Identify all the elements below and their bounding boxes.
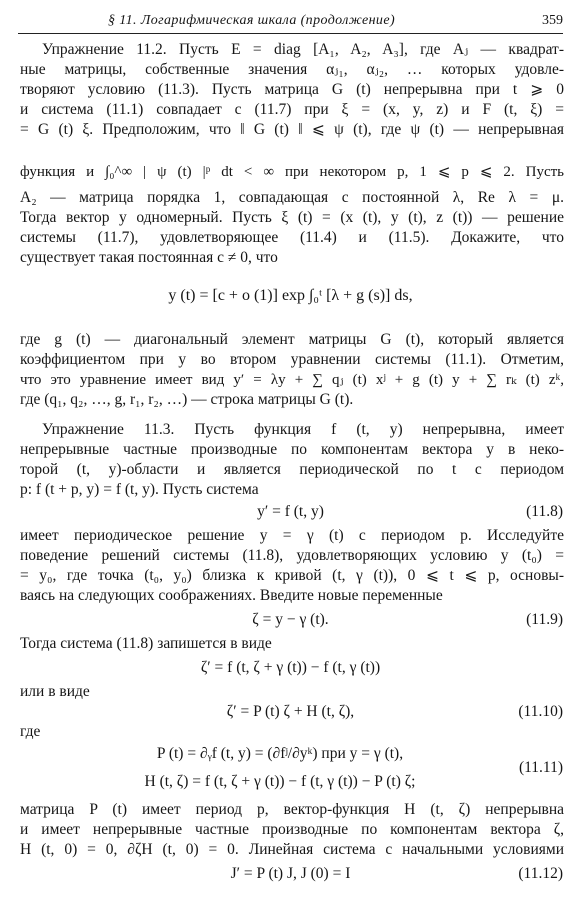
page-number: 359: [542, 13, 563, 28]
text-line: что это уравнение имеет вид y′ = λy + ∑ qⱼ (t) xʲ + g (t) y + ∑ rₖ (t) zᵏ,: [20, 372, 564, 388]
text-line: A₂ — матрица порядка 1, совпадающая с постоянной λ, Re λ = μ.: [20, 189, 564, 206]
equation-body: y′ = f (t, y): [257, 503, 324, 520]
equation-body: ζ′ = P (t) ζ + H (t, ζ),: [226, 703, 355, 720]
text-line: = y₀, где точка (t₀, y₀) близка к кривой (t, γ (t)), 0 ⩽ t ⩽ p, основы-: [20, 567, 565, 584]
text-line: существует такая постоянная c ≠ 0, что: [20, 249, 278, 266]
equation-body: P (t) = ∂ᵧf (t, y) = (∂fʲ/∂yᵏ) при y = γ (t),: [156, 745, 404, 762]
equation-number: (11.10): [518, 703, 563, 720]
equation-number: (11.8): [526, 503, 563, 520]
text-line: Тогда вектор y одномерный. Пусть ξ (t) = (x (t), y (t), z (t)) — решение: [20, 209, 564, 226]
text-line: ные матрицы, собственные значения αⱼ₁, αⱼ₂, … которых удовле-: [20, 61, 564, 78]
running-head: § 11. Логарифмическая шкала (продолжение): [108, 13, 396, 28]
text-line: поведение решений системы (11.8), удовлетворяющих условию y (t₀) =: [20, 547, 564, 564]
text-line: непрерывные частные производные по компонентам вектора y в неко-: [20, 441, 564, 458]
text-line: где g (t) — диагональный элемент матрицы G (t), который является: [20, 331, 564, 348]
text-line-with-integral: функция и ∫₀^∞ | ψ (t) |ᵖ dt < ∞ при некотором p, 1 ⩽ p ⩽ 2. Пусть: [20, 164, 564, 180]
text-line: Тогда система (11.8) запишется в виде: [20, 635, 272, 652]
text-line: или в виде: [20, 683, 90, 700]
display-equation: y (t) = [c + o (1)] exp ∫₀ᵗ [λ + g (s)] ds,: [168, 287, 413, 304]
text-line: имеет периодическое решение y = γ (t) с периодом p. Исследуйте: [20, 527, 564, 544]
text-line: системы (11.7), удовлетворяющее (11.4) и (11.5). Докажите, что: [20, 229, 564, 246]
equation-number: (11.11): [518, 759, 563, 776]
equation-body: J′ = P (t) J, J (0) = I: [230, 865, 351, 882]
text-line: где: [20, 723, 41, 740]
equation-number: (11.9): [526, 611, 563, 628]
text-line: Упражнение 11.3. Пусть функция f (t, y) непрерывна, имеет: [42, 421, 564, 438]
page-header: [18, 11, 563, 34]
text-line: p: f (t + p, y) = f (t, y). Пусть система: [20, 481, 259, 498]
text-line: H (t, 0) = 0, ∂ζH (t, 0) = 0. Линейная система с начальными условиями: [20, 841, 564, 858]
text-line: ваясь на следующих соображениях. Введите новые переменные: [20, 587, 443, 604]
equation-number: (11.12): [518, 865, 563, 882]
equation-body: ζ = y − γ (t).: [252, 611, 329, 628]
text-line: и система (11.1) совпадает с (11.7) при ξ = (x, y, z) и F (t, ξ) =: [20, 101, 564, 118]
text-line: творяют условию (11.3). Пусть матрица G (t) непрерывна при t ⩾ 0: [20, 81, 564, 98]
text-line: коэффициентом при y во втором уравнении системы (11.1). Отметим,: [20, 351, 564, 368]
equation-body: H (t, ζ) = f (t, ζ + γ (t)) − f (t, γ (t)) − P (t) ζ;: [144, 773, 416, 790]
text-line: = G (t) ξ. Предположим, что ‖ G (t) ‖ ⩽ ψ (t), где ψ (t) — непрерывная: [20, 121, 564, 138]
text-line: Упражнение 11.2. Пусть E = diag [A₁, A₂, A₃], где Aⱼ — квадрат-: [42, 41, 564, 58]
text-line: матрица P (t) имеет период p, вектор-функция H (t, ζ) непрерывна: [20, 801, 564, 818]
text-line: где (q₁, q₂, …, g, r₁, r₂, …) — строка матрицы G (t).: [20, 391, 354, 408]
display-equation: ζ′ = f (t, ζ + γ (t)) − f (t, γ (t)): [200, 659, 381, 676]
text-line: и имеет непрерывные частные производные по компонентам вектора ζ,: [20, 821, 564, 838]
text-line: торой (t, y)-области и является периодической по t с периодом: [20, 461, 564, 478]
